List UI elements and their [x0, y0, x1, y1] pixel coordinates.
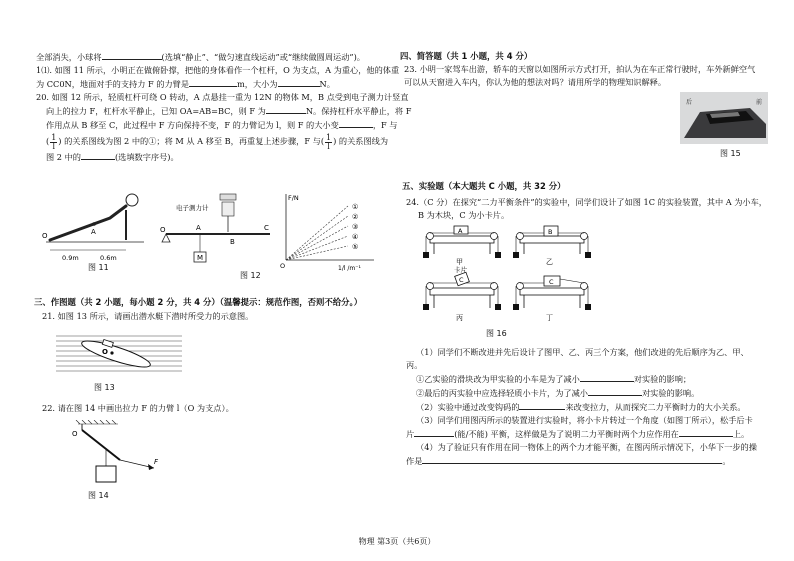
point-o-label: O [160, 226, 166, 234]
pushup-diagram [40, 182, 150, 274]
q24-p2-text2: 对实验的影响； [633, 374, 692, 384]
force-f-label: F [154, 458, 159, 466]
label-jia: 甲 [456, 258, 463, 266]
point-o-label: O [102, 348, 108, 356]
apparatus-bing [423, 265, 501, 322]
point-o-label: O [42, 232, 48, 240]
q20-text2: N。保持杠杆水平静止，将 F [305, 106, 412, 116]
label-yi: 乙 [546, 258, 553, 266]
apparatus-diagrams [420, 224, 600, 334]
figure-16-caption: 图 16 [486, 329, 507, 338]
answer-blank[interactable] [580, 372, 634, 382]
answer-blank[interactable] [339, 118, 373, 128]
frac-den: l [52, 141, 56, 151]
q24-p6-text2: (能/不能) 平衡，这样做是为了说明二力平衡时两个力应作用在 [454, 429, 679, 439]
section-5-heading: 五、实验题（本大题共 C 小题，共 32 分） [402, 181, 566, 191]
graph-x-label: 1/l /m⁻¹ [338, 265, 361, 272]
q24-p4-text2: 来改变拉力，从而探究二力平衡时力的大小关系。 [565, 402, 746, 412]
graph-origin-label: O [280, 262, 286, 270]
q24-p4-text: （2）实验中通过改变钩码的 [416, 402, 520, 412]
section-3-heading: 三、作图题（共 2 小题，每小题 2 分，共 4 分）（温馨提示：规范作图，否则不给分。） [34, 297, 363, 307]
figure-15-caption: 图 15 [720, 149, 741, 158]
card-c-label: C [459, 276, 464, 284]
point-c-label: C [264, 224, 269, 232]
figure-12-caption: 图 12 [240, 271, 261, 280]
frac-num: 1 [326, 132, 332, 142]
q20-text3: 作用点从 B 移至 C，此过程中 F 方向保持不变，F 的力臂记为 l，则 F 的大小变 [46, 120, 339, 130]
frac-num: 1 [51, 132, 57, 142]
right-column [400, 50, 772, 89]
q20-text: 向上的拉力 F，杠杆水平静止，已知 OA=AB=BC，则 F 为 [46, 106, 266, 116]
q24-p7: （4）为了验证只有作用在同一物体上的两个力才能平衡，在图丙所示情况下，小华下一步的操 [416, 442, 757, 452]
figure-16 [420, 224, 600, 338]
distance-label-2: 0.6m [100, 254, 117, 262]
q24-p3-text2: 对实验的影响。 [641, 388, 700, 398]
q24-p2-text: ①乙实验的滑块改为甲实验的小车是为了减小 [416, 374, 580, 384]
line-mark-5: ⑤ [352, 243, 359, 251]
apparatus-ding [513, 276, 591, 322]
graph-svg [278, 190, 378, 272]
answer-blank[interactable] [588, 386, 642, 396]
q19-line1: 1⑴. 如图 11 所示，小明正在做俯卧撑，把他的身体看作一个杠杆，O 为支点，A 为重心，他的体重 [36, 65, 400, 75]
card-c-label: C [549, 278, 554, 286]
q24-p6 [406, 427, 772, 441]
graph-y-label: F/N [288, 194, 299, 202]
answer-blank[interactable] [679, 427, 733, 437]
q23-line1: 23. 小明一家驾车出游，轿车的天窗以如图所示方式打开，拍认为在车正常行驶时，车外新鲜空气 [404, 64, 756, 74]
point-a-label: A [196, 224, 201, 232]
distance-label-1: 0.9m [62, 254, 79, 262]
q24-p3-text: ②最后的丙实验中应选择轻质小卡片，为了减小 [416, 388, 588, 398]
label-ding: 丁 [546, 314, 553, 322]
q22-text: 22. 请在图 14 中画出拉力 F 的力臂 l（O 为支点）。 [42, 403, 234, 413]
q24-p6-text3: 上。 [732, 429, 750, 439]
left-column [36, 50, 412, 164]
q20-line1: 20. 如图 12 所示，轻质杠杆可绕 O 转动，A 点悬挂一重为 12N 的物体 M，B 点受到电子测力计竖直 [36, 92, 409, 102]
section-4-heading: 四、简答题（共 1 小题，共 4 分） [400, 51, 533, 61]
q20-text4: ，F 与 [372, 120, 398, 130]
q24-p5: （3）同学们用图丙所示的装置进行实验时，将小卡片转过一个角度（如图丁所示），松手后卡 [416, 415, 753, 425]
car-sunroof-image [680, 92, 768, 144]
apparatus-jia [423, 226, 501, 266]
meter-label: 电子测力计 [176, 204, 209, 212]
q24-subquestions [406, 346, 772, 468]
answer-blank[interactable] [519, 400, 565, 410]
q24-line1: 24.（C 分）在探究“二力平衡条件”的实验中，同学们设计了如图 1C 的实验装置，其中 A 为小车， [406, 197, 767, 207]
q20-text7: 图 2 中的 [46, 152, 81, 162]
q24-line2: B 为木块，C 为小卡片。 [418, 210, 510, 220]
q20-line3 [36, 118, 398, 132]
q19-text2: m，大小为 [237, 79, 278, 89]
q24-p3 [406, 386, 772, 400]
q21-text: 21. 如图 13 所示，请画出潜水艇下潜时所受力的示意图。 [42, 311, 254, 321]
figure-13 [56, 332, 182, 392]
q20-line5 [36, 150, 386, 164]
q19-line2 [36, 77, 386, 91]
line-mark-4: ④ [352, 233, 359, 241]
q24-p8-end: 。 [722, 456, 731, 466]
answer-blank[interactable] [189, 77, 237, 87]
apparatus-yi [513, 226, 591, 266]
answer-blank[interactable] [414, 427, 454, 437]
point-a-label: A [91, 228, 96, 236]
answer-blank[interactable] [266, 104, 306, 114]
figure-14 [58, 420, 178, 502]
answer-blank[interactable] [278, 77, 320, 87]
line-mark-2: ② [352, 213, 359, 221]
q24-p1: （1）同学们不断改进并先后设计了图甲、乙、丙三个方案，他们改进的先后顺序为乙、甲、 [416, 347, 749, 357]
paren: ( [320, 136, 325, 146]
figure-14-caption: 图 14 [88, 491, 109, 500]
q20-text6: ) 的关系图线为 [333, 136, 389, 146]
figure-11-caption: 图 11 [88, 263, 109, 272]
answer-blank[interactable] [81, 150, 115, 160]
point-b-label: B [230, 238, 235, 246]
q24-p8 [406, 454, 772, 468]
q18-tail [36, 50, 386, 64]
q20-text5: ) 的关系图线为图 2 中的①；将 M 从 A 移至 B，再重复上述步骤，F 与 [58, 136, 321, 146]
card-label: 卡片 [454, 266, 467, 274]
q24-p8-text: 作是 [406, 456, 423, 466]
submarine-diagram [56, 332, 182, 378]
q23-line2: 可以从天窗进入车内，你认为他的想法对吗？请用所学的物理知识解释。 [404, 77, 667, 87]
q24-p1b: 丙。 [406, 360, 423, 370]
lever-diagram [160, 190, 272, 270]
q20-line4 [36, 132, 389, 151]
figure-13-caption: 图 13 [94, 383, 115, 392]
figure-12 [160, 190, 272, 280]
answer-blank[interactable] [422, 454, 722, 464]
lever-weight-diagram [58, 420, 178, 498]
q18-options: (选填“静止”、“做匀速直线运动”或“继续做圆周运动”)。 [161, 52, 365, 62]
mass-m-label: M [197, 254, 204, 262]
fraction [50, 134, 57, 151]
rear-label: 后 [686, 99, 693, 106]
answer-blank[interactable] [102, 50, 162, 60]
q18-text: 全部消失，小球将 [36, 52, 102, 62]
figure-15 [680, 92, 768, 158]
figure-11 [40, 182, 150, 278]
line-mark-3: ③ [352, 223, 359, 231]
q24-p4 [406, 400, 772, 414]
q20-line2 [36, 104, 412, 118]
q24-p6-text: 片 [406, 429, 415, 439]
page-footer: 物理 第3页（共6页） [358, 537, 436, 546]
point-o-label: O [72, 430, 78, 438]
q24-p2 [406, 372, 772, 386]
frac-den: l [327, 141, 330, 151]
fraction [325, 134, 332, 151]
q20-text8: (选填数字序号)。 [114, 152, 179, 162]
label-bing: 丙 [456, 314, 463, 322]
q19-unit: N。 [319, 79, 335, 89]
paren: ( [46, 136, 50, 146]
block-a-label: A [458, 227, 463, 235]
line-mark-1: ① [352, 203, 359, 211]
f-vs-inverse-l-graph [278, 190, 378, 276]
q19-text: 为 CC0N，地面对手的支持力 F 的力臂是 [36, 79, 190, 89]
front-label: 前 [756, 99, 763, 106]
block-b-label: B [548, 228, 553, 236]
